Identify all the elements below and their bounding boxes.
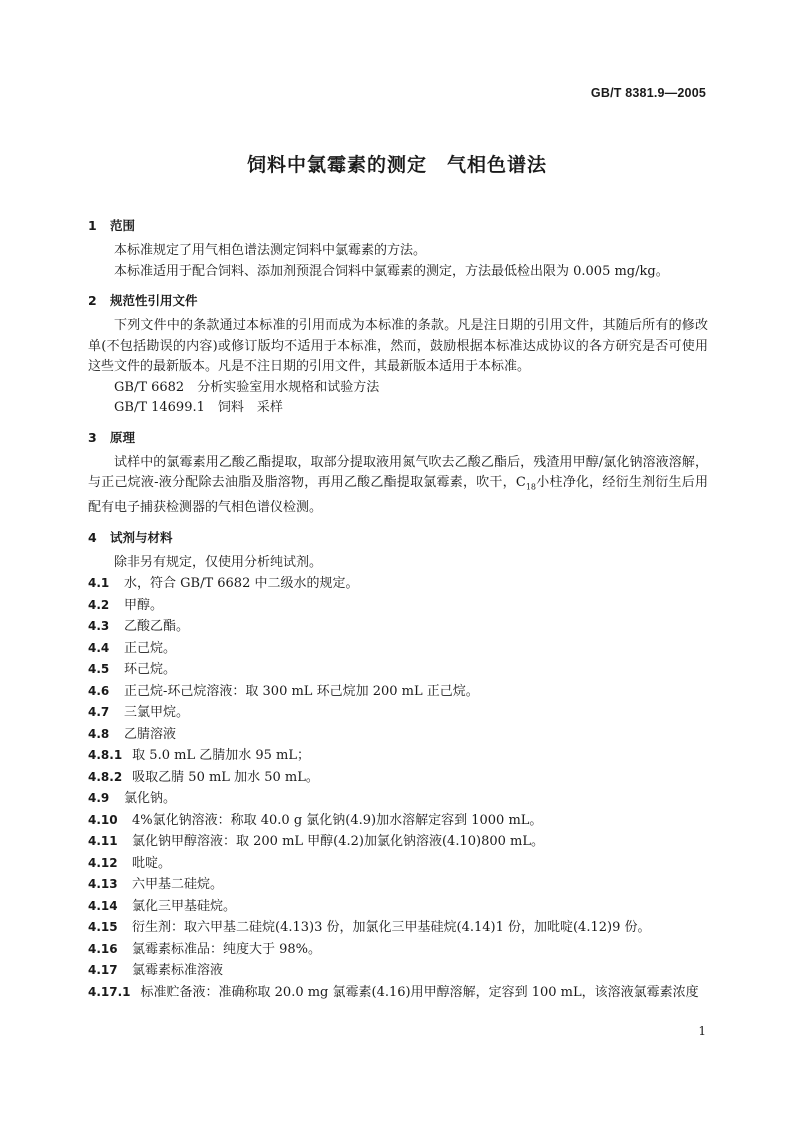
item-text: 氯化三甲基硅烷。 <box>132 898 237 914</box>
list-item <box>88 681 708 703</box>
standard-code: GB/T 8381.9—2005 <box>590 86 706 100</box>
item-text: 正己烷-环己烷溶液：取 300 mL 环己烷加 200 mL 正己烷。 <box>124 683 479 699</box>
item-text: 氯化钠。 <box>124 791 177 807</box>
list-item <box>88 702 708 724</box>
section-title: 规范性引用文件 <box>110 293 198 308</box>
section-number: 1 <box>88 218 97 233</box>
list-item <box>88 853 708 875</box>
list-item <box>88 960 708 982</box>
list-item <box>88 659 708 681</box>
paragraph <box>88 453 708 519</box>
item-number: 4.1 <box>88 576 110 591</box>
item-text: 正己烷。 <box>124 640 177 656</box>
section-heading-reagents <box>88 527 708 549</box>
item-number: 4.4 <box>88 640 110 655</box>
item-number: 4.6 <box>88 683 110 698</box>
item-number: 4.10 <box>88 812 118 827</box>
section-number: 2 <box>88 293 97 308</box>
item-text: 氯化钠甲醇溶液：取 200 mL 甲醇(4.2)加氯化钠溶液(4.10)800 mL。 <box>132 834 544 850</box>
item-number: 4.11 <box>88 834 118 849</box>
item-text: 水，符合 GB/T 6682 中二级水的规定。 <box>124 576 359 592</box>
list-item <box>88 788 708 810</box>
item-text: 4%氯化钠溶液：称取 40.0 g 氯化钠(4.9)加水溶解定容到 1000 mL。 <box>132 812 543 828</box>
reference-item: GB/T 14699.1 饲料 采样 <box>114 400 283 415</box>
reference-item: GB/T 6682 分析实验室用水规格和试验方法 <box>114 379 380 395</box>
paragraph: 下列文件中的条款通过本标准的引用而成为本标准的条款。凡是注日期的引用文件，其随后所有的修改单(不包括勘误的内容)或修订版均不适用于本标准，然而，鼓励根据本标准达成协议的各方研究是否可使用这些文件的最新版本。凡是不注日期的引用文件，其最新版本适用于本标准。 <box>88 318 708 374</box>
section-title: 试剂与材料 <box>110 529 173 545</box>
section-heading-principle <box>88 427 708 449</box>
list-item <box>88 982 708 1004</box>
document-title: 饲料中氯霉素的测定 气相色谱法 <box>246 154 547 176</box>
item-text: 吡啶。 <box>132 855 172 871</box>
text-run: 试样中的氯霉素用乙酸乙酯提取，取部分提取液用氮气吹去乙酸乙酯后，残渣用甲醇/氯化钠溶液溶解，与正己烷液-液分配除去油脂及脂溶物，再用乙酸乙酯提取氯霉素，吹干，C <box>88 454 708 490</box>
item-text: 吸取乙腈 50 mL 加水 50 mL。 <box>132 769 319 785</box>
list-item <box>88 874 708 896</box>
section-title: 范围 <box>110 218 136 233</box>
item-number: 4.16 <box>88 941 118 956</box>
item-number: 4.8.2 <box>88 769 123 784</box>
text-run: 小柱净化，经衍生剂衍生后用配有电子捕获检测器的气相色谱仪检测。 <box>88 475 708 516</box>
section-number: 4 <box>88 529 97 545</box>
list-item <box>88 767 708 789</box>
item-text: 衍生剂：取六甲基二硅烷(4.13)3 份，加氯化三甲基硅烷(4.14)1 份，加吡啶(4.12)9 份。 <box>132 920 651 936</box>
item-text: 氯霉素标准溶液 <box>132 963 224 979</box>
subscript: 18 <box>525 482 537 492</box>
list-item <box>88 896 708 918</box>
paragraph: 本标准适用于配合饲料、添加剂预混合饲料中氯霉素的测定，方法最低检出限为 0.005 mg/kg。 <box>114 263 669 279</box>
list-item <box>88 595 708 617</box>
item-text: 标准贮备液：准确称取 20.0 mg 氯霉素(4.16)用甲醇溶解，定容到 100 mL，该溶液氯霉素浓度 <box>140 984 699 1000</box>
list-item <box>88 831 708 853</box>
item-number: 4.9 <box>88 791 110 806</box>
item-number: 4.5 <box>88 662 110 677</box>
item-text: 乙腈溶液 <box>124 726 177 742</box>
item-text: 环己烷。 <box>124 662 177 678</box>
item-text: 甲醇。 <box>124 597 164 613</box>
item-number: 4.17 <box>88 963 118 978</box>
list-item <box>88 724 708 746</box>
reagent-list <box>88 573 708 1003</box>
item-text: 乙酸乙酯。 <box>124 619 190 635</box>
list-item <box>88 939 708 961</box>
item-number: 4.3 <box>88 619 110 634</box>
item-text: 六甲基二硅烷。 <box>132 877 224 893</box>
item-number: 4.2 <box>88 597 110 612</box>
list-item <box>88 917 708 939</box>
document-body <box>88 215 708 1003</box>
item-text: 三氯甲烷。 <box>124 705 190 721</box>
paragraph: 除非另有规定，仅使用分析纯试剂。 <box>114 554 323 570</box>
item-number: 4.15 <box>88 920 118 935</box>
item-text: 氯霉素标准品：纯度大于 98%。 <box>132 941 322 957</box>
item-number: 4.7 <box>88 705 110 720</box>
list-item <box>88 745 708 767</box>
section-heading-scope <box>88 215 708 237</box>
item-text: 取 5.0 mL 乙腈加水 95 mL； <box>132 748 310 764</box>
section-number: 3 <box>88 429 97 445</box>
list-item <box>88 638 708 660</box>
list-item <box>88 810 708 832</box>
item-number: 4.13 <box>88 877 118 892</box>
paragraph: 本标准规定了用气相色谱法测定饲料中氯霉素的方法。 <box>114 243 427 258</box>
item-number: 4.8 <box>88 726 110 741</box>
item-number: 4.8.1 <box>88 748 123 763</box>
item-number: 4.17.1 <box>88 984 131 999</box>
section-heading-normative-references <box>88 290 708 312</box>
section-title: 原理 <box>110 429 136 445</box>
item-number: 4.12 <box>88 855 118 870</box>
item-number: 4.14 <box>88 898 118 913</box>
list-item <box>88 616 708 638</box>
list-item <box>88 573 708 595</box>
page-number: 1 <box>698 1024 706 1038</box>
